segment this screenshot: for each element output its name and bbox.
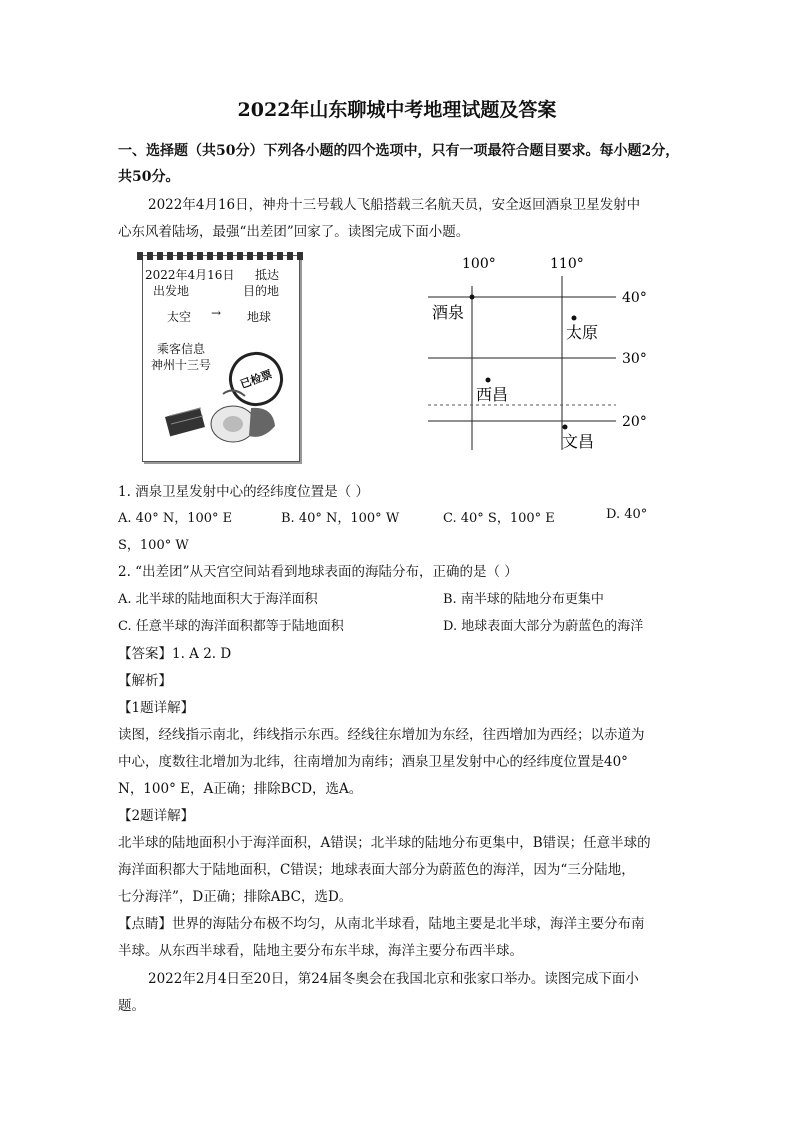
answer: 【答案】1. A 2. D: [118, 646, 232, 662]
ticket-arrive: 目的地: [243, 284, 280, 298]
ticket-from: 太空: [167, 310, 192, 324]
q2-stem: 2. “出差团”从天宫空间站看到地球表面的海陆分布，正确的是（ ）: [118, 564, 518, 580]
q2-option-d: D. 地球表面大部分为蔚蓝色的海洋: [443, 619, 644, 634]
lon-100-label: 100°: [462, 256, 496, 272]
section-heading-line1: 一、选择题（共50分）下列各小题的四个选项中，只有一项最符合题目要求。每小题2分，: [118, 143, 680, 159]
detail2-label: 【2题详解】: [118, 808, 195, 824]
tip-line1: 【点睛】世界的海陆分布极不均匀，从南北半球看，陆地主要是北半球，海洋主要分布南: [118, 916, 645, 932]
detail1-line1: 读图，经线指示南北，纬线指示东西。经线往东增加为东经，往西增加为西经；以赤道为: [118, 727, 645, 743]
lon-110-label: 110°: [550, 256, 584, 272]
detail2-line1: 北半球的陆地面积小于海洋面积，A错误；北半球的陆地分布更集中，B错误；任意半球的: [118, 835, 651, 851]
section-heading-line2: 共50分。: [118, 169, 180, 185]
detail1-line3: N，100° E，A正确；排除BCD，选A。: [118, 781, 363, 797]
ticket-arrive-top: 抵达: [255, 268, 280, 282]
place-wenchang: 文昌: [562, 432, 595, 451]
detail2-line2: 海洋面积都大于陆地面积，C错误；地球表面大部分为蔚蓝色的海洋，因为“三分陆地，: [118, 862, 635, 878]
intro-line2: 心东风着陆场，最强“出差团”回家了。读图完成下面小题。: [118, 224, 470, 240]
page-title: 2022年山东聊城中考地理试题及答案: [237, 99, 557, 121]
ticket-passenger: 乘客信息: [157, 342, 206, 356]
q1-option-d: D. 40°: [606, 507, 648, 522]
ticket-date: 2022年4月16日: [145, 268, 235, 282]
detail2-line3: 七分海洋”，D正确；排除ABC，选D。: [118, 889, 353, 905]
lat-40-label: 40°: [622, 290, 647, 306]
place-jiuquan: 酒泉: [432, 303, 465, 322]
place-xichang: 西昌: [476, 385, 509, 404]
xichang-dot: [486, 378, 491, 383]
q1-option-d-cont: S，100° W: [118, 538, 189, 553]
q1-option-a: A. 40° N，100° E: [118, 511, 233, 526]
place-taiyuan: 太原: [566, 323, 599, 342]
q2-option-a: A. 北半球的陆地面积大于海洋面积: [118, 592, 318, 607]
next-intro-line2: 题。: [118, 998, 145, 1014]
taiyuan-dot: [572, 316, 577, 321]
q2-option-b: B. 南半球的陆地分布更集中: [443, 592, 604, 607]
lat-30-label: 30°: [622, 351, 647, 367]
ticket-to: 地球: [247, 310, 272, 324]
jiuquan-dot: [470, 295, 475, 300]
wenchang-dot: [563, 425, 568, 430]
arrow-icon: →: [211, 306, 222, 320]
ticket-ship: 神州十三号: [151, 358, 212, 372]
next-intro-line1: 2022年2月4日至20日，第24届冬奥会在我国北京和张家口举办。读图完成下面小: [148, 971, 639, 987]
detail1-label: 【1题详解】: [118, 700, 195, 716]
notebook-rings: [137, 252, 305, 260]
q1-option-c: C. 40° S，100° E: [443, 511, 555, 526]
q1-stem: 1. 酒泉卫星发射中心的经纬度位置是（ ）: [118, 484, 369, 500]
stamp-text: 已检票: [238, 367, 274, 392]
tip-line2: 半球。从东西半球看，陆地主要分布东半球，海洋主要分布西半球。: [118, 943, 523, 959]
detail1-line2: 中心，度数往北增加为北纬，往南增加为南纬；酒泉卫星发射中心的经纬度位置是40°: [118, 754, 628, 770]
ticket-depart: 出发地: [153, 284, 190, 298]
analysis-label: 【解析】: [118, 673, 172, 689]
q2-option-c: C. 任意半球的海洋面积都等于陆地面积: [118, 619, 344, 634]
intro-line1: 2022年4月16日，神舟十三号载人飞船搭载三名航天员，安全返回酒泉卫星发射中: [148, 197, 641, 213]
spacecraft-icon: [163, 386, 283, 454]
lat-20-label: 20°: [622, 414, 647, 430]
ticket-figure: [142, 255, 300, 462]
q1-option-b: B. 40° N，100° W: [281, 511, 400, 526]
latlon-map: [420, 250, 660, 460]
